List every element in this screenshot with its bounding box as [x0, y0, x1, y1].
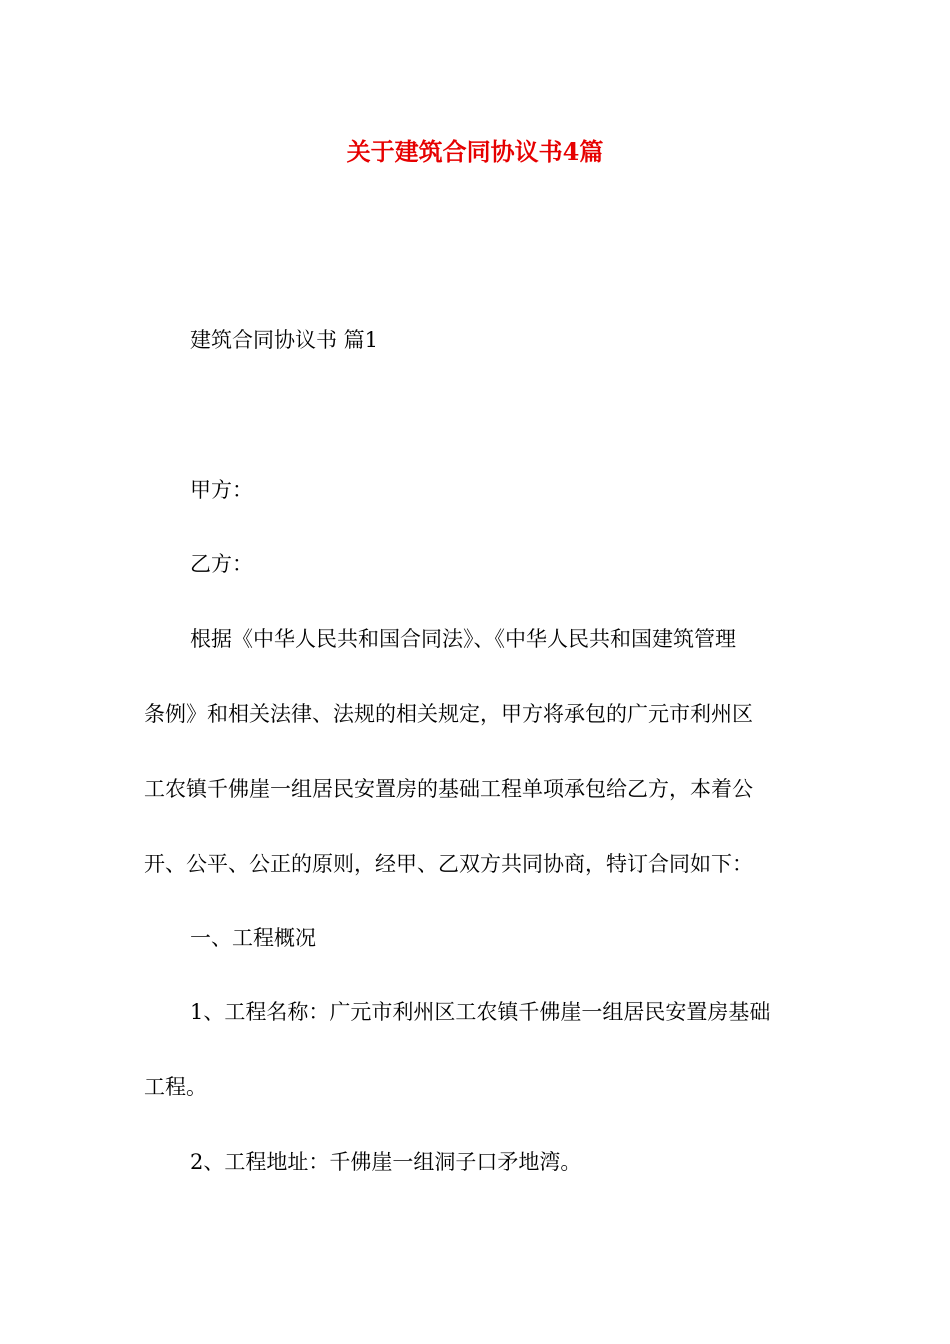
item-2-paragraph: 2、工程地址：千佛崖一组洞子口矛地湾。 — [190, 1150, 582, 1174]
item-1-line-2: 工程。 — [144, 1075, 207, 1099]
clause-heading: 一、工程概况 — [190, 926, 316, 950]
item-1-paragraph — [144, 975, 809, 1125]
intro-paragraph — [144, 602, 809, 902]
party-b-label: 乙方： — [190, 552, 253, 576]
document-title: 关于建筑合同协议书4篇 — [346, 137, 604, 166]
item-1-line-1: 1、工程名称：广元市利州区工农镇千佛崖一组居民安置房基础 — [190, 1000, 771, 1024]
intro-line-2: 条例》和相关法律、法规的相关规定，甲方将承包的广元市利州区 — [144, 702, 753, 726]
intro-line-3: 工农镇千佛崖一组居民安置房的基础工程单项承包给乙方，本着公 — [144, 777, 753, 801]
party-a-label: 甲方： — [190, 478, 253, 502]
intro-line-4: 开、公平、公正的原则，经甲、乙双方共同协商，特订合同如下： — [144, 852, 753, 876]
section-heading: 建筑合同协议书 篇1 — [190, 328, 379, 352]
intro-line-1: 根据《中华人民共和国合同法》、《中华人民共和国建筑管理 — [190, 627, 736, 651]
